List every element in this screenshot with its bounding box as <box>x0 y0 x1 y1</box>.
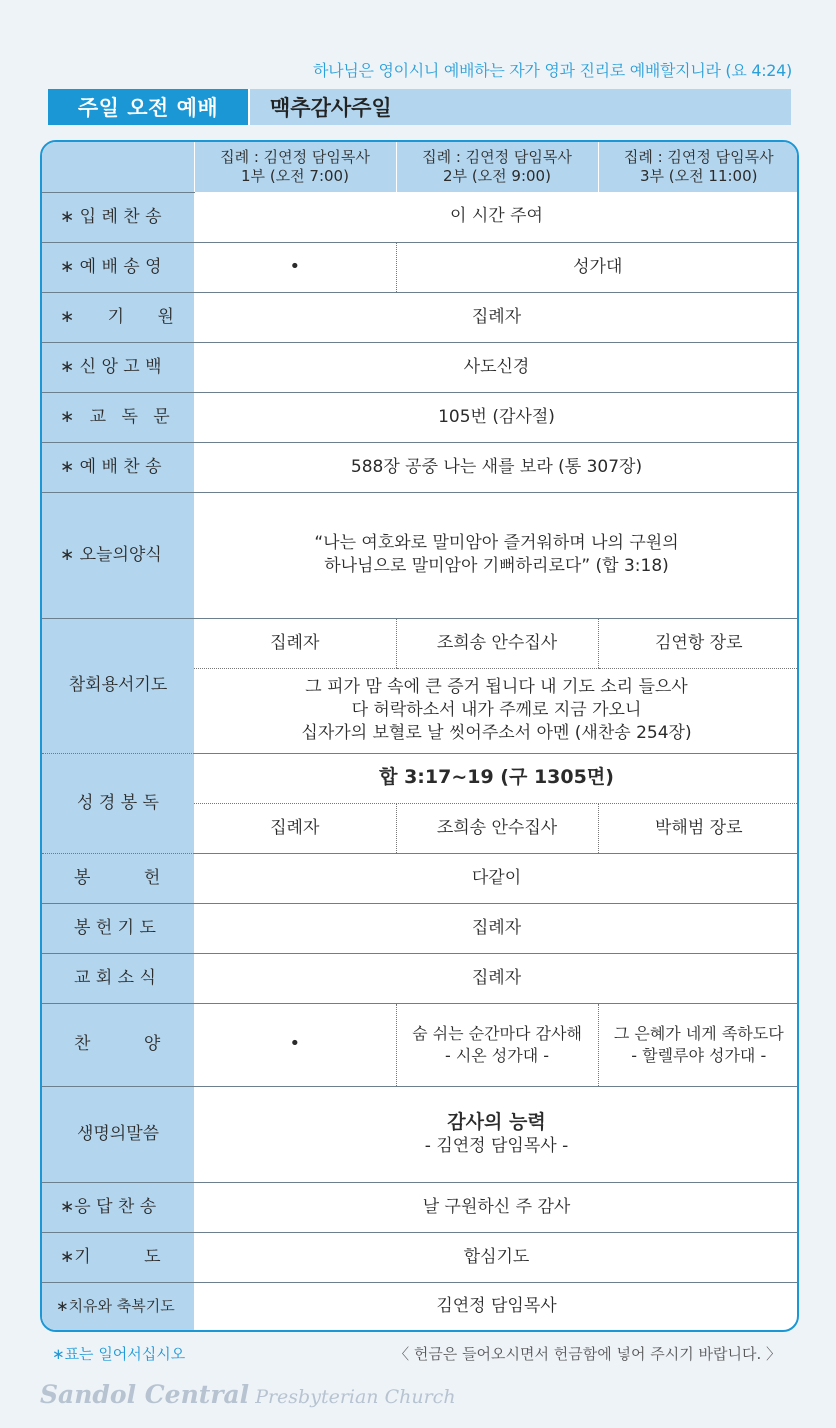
bullet-mark: • <box>194 1003 396 1086</box>
church-type: Presbyterian Church <box>255 1386 456 1408</box>
service-2-time: 2부 (오전 9:00) <box>443 167 551 185</box>
church-logo <box>40 1380 456 1409</box>
row-label: ∗ 예 배 송 영 <box>42 242 194 292</box>
service-3-leader: 집례 : 김연정 담임목사 <box>623 147 774 166</box>
standing-note: ∗표는 일어서십시오 <box>52 1345 186 1363</box>
row-entrance-hymn <box>42 192 799 242</box>
row-value: 집례자 <box>194 953 799 1003</box>
row-value: 김연정 담임목사 <box>436 1295 557 1316</box>
row-healing-prayer <box>42 1282 799 1330</box>
row-label: ∗ 오늘의양식 <box>42 492 194 618</box>
praise-song-2 <box>396 1003 598 1086</box>
header-row <box>42 142 799 192</box>
row-value: 집례자 <box>194 292 799 342</box>
row-label: 참회용서기도 <box>42 618 194 753</box>
row-label: ∗ 예 배 찬 송 <box>42 442 194 492</box>
sermon-cell <box>194 1086 799 1182</box>
service-1-leader: 집례 : 김연정 담임목사 <box>220 147 370 166</box>
row-value: 이 시간 주여 <box>194 192 799 242</box>
hymn-line: 다 허락하소서 내가 주께로 지금 가오니 <box>351 700 642 721</box>
row-praise <box>42 1003 799 1086</box>
scripture-passage: 합 3:17~19 (구 1305면) <box>194 753 799 803</box>
row-label: ∗ 교 독 문 <box>42 392 194 442</box>
row-value: 집례자 <box>194 903 799 953</box>
row-label: 교 회 소 식 <box>42 953 194 1003</box>
confession-hymn-text <box>194 668 799 753</box>
row-label: ∗기 도 <box>42 1232 194 1282</box>
row-value: 합심기도 <box>194 1232 799 1282</box>
row-sermon <box>42 1086 799 1182</box>
quote-line: “나는 여호와로 말미암아 즐거워하며 나의 구원의 <box>314 533 679 554</box>
row-value: 588장 공중 나는 새를 보라 (통 307장) <box>194 442 799 492</box>
service-2-leader: 집례 : 김연정 담임목사 <box>422 147 572 166</box>
row-offering <box>42 853 799 903</box>
reader-cell: 박해범 장로 <box>598 803 799 853</box>
row-label: ∗치유와 축복기도 <box>42 1282 194 1330</box>
service-title: 주일 오전 예배 <box>48 89 248 125</box>
song-title: 그 은혜가 네게 족하도다 <box>613 1023 784 1043</box>
row-label: 봉 헌 기 도 <box>42 903 194 953</box>
row-daily-bread <box>42 492 799 618</box>
praise-song-3 <box>598 1003 799 1086</box>
leader-cell: 조희송 안수집사 <box>396 618 598 668</box>
service-3-header <box>598 142 799 192</box>
row-invocation <box>42 292 799 342</box>
scripture-quote <box>194 492 799 618</box>
row-worship-hymn <box>42 442 799 492</box>
service-1-time: 1부 (오전 7:00) <box>241 167 349 185</box>
row-offering-prayer <box>42 903 799 953</box>
row-value: 성가대 <box>396 242 799 292</box>
row-confession-leaders <box>42 618 799 668</box>
service-header <box>48 89 791 125</box>
row-label: 성 경 봉 독 <box>42 753 194 853</box>
row-doxology <box>42 242 799 292</box>
hymn-line: 그 피가 맘 속에 큰 증거 됩니다 내 기도 소리 들으사 <box>305 677 688 698</box>
row-announcements <box>42 953 799 1003</box>
row-value: 105번 (감사절) <box>194 392 799 442</box>
verse-text: 하나님은 영이시니 예배하는 자가 영과 진리로 예배할지니라 (요 4:24) <box>313 61 792 80</box>
order-of-worship-table <box>40 140 799 1332</box>
row-label: ∗응 답 찬 송 <box>42 1182 194 1232</box>
sermon-title: 감사의 능력 <box>447 1110 546 1133</box>
hymn-line: 십자가의 보혈로 날 씻어주소서 아멘 (새찬송 254장) <box>301 722 692 743</box>
row-prayer <box>42 1232 799 1282</box>
row-label: 찬 양 <box>42 1003 194 1086</box>
row-value: 다같이 <box>194 853 799 903</box>
reader-cell: 조희송 안수집사 <box>396 803 598 853</box>
service-subtitle: 맥추감사주일 <box>250 89 791 125</box>
row-scripture-passage <box>42 753 799 803</box>
row-label: ∗ 기 원 <box>42 292 194 342</box>
corner-cell <box>42 142 194 192</box>
row-label: ∗ 입 례 찬 송 <box>42 192 194 242</box>
service-2-header <box>396 142 598 192</box>
offering-note: 〈 헌금은 들어오시면서 헌금함에 넣어 주시기 바랍니다. 〉 <box>394 1345 781 1363</box>
choir-name: - 할렐루야 성가대 - <box>631 1045 767 1065</box>
row-creed <box>42 342 799 392</box>
bullet-mark: • <box>194 242 396 292</box>
service-1-header <box>194 142 396 192</box>
row-label: ∗ 신 앙 고 백 <box>42 342 194 392</box>
service-3-time: 3부 (오전 11:00) <box>640 167 758 185</box>
leader-cell: 집례자 <box>194 618 396 668</box>
church-name: Sandol Central <box>40 1380 250 1409</box>
quote-line: 하나님으로 말미암아 기뻐하리로다” (합 3:18) <box>324 556 669 576</box>
row-label: 생명의말씀 <box>42 1086 194 1182</box>
row-value: 사도신경 <box>194 342 799 392</box>
song-title: 숨 쉬는 순간마다 감사해 <box>412 1023 582 1043</box>
row-responsive-reading <box>42 392 799 442</box>
row-label: 봉 헌 <box>42 853 194 903</box>
row-value: 날 구원하신 주 감사 <box>194 1182 799 1232</box>
leader-cell: 김연항 장로 <box>598 618 799 668</box>
sermon-speaker: - 김연정 담임목사 - <box>424 1136 569 1157</box>
choir-name: - 시온 성가대 - <box>444 1045 550 1065</box>
row-response-hymn <box>42 1182 799 1232</box>
reader-cell: 집례자 <box>194 803 396 853</box>
